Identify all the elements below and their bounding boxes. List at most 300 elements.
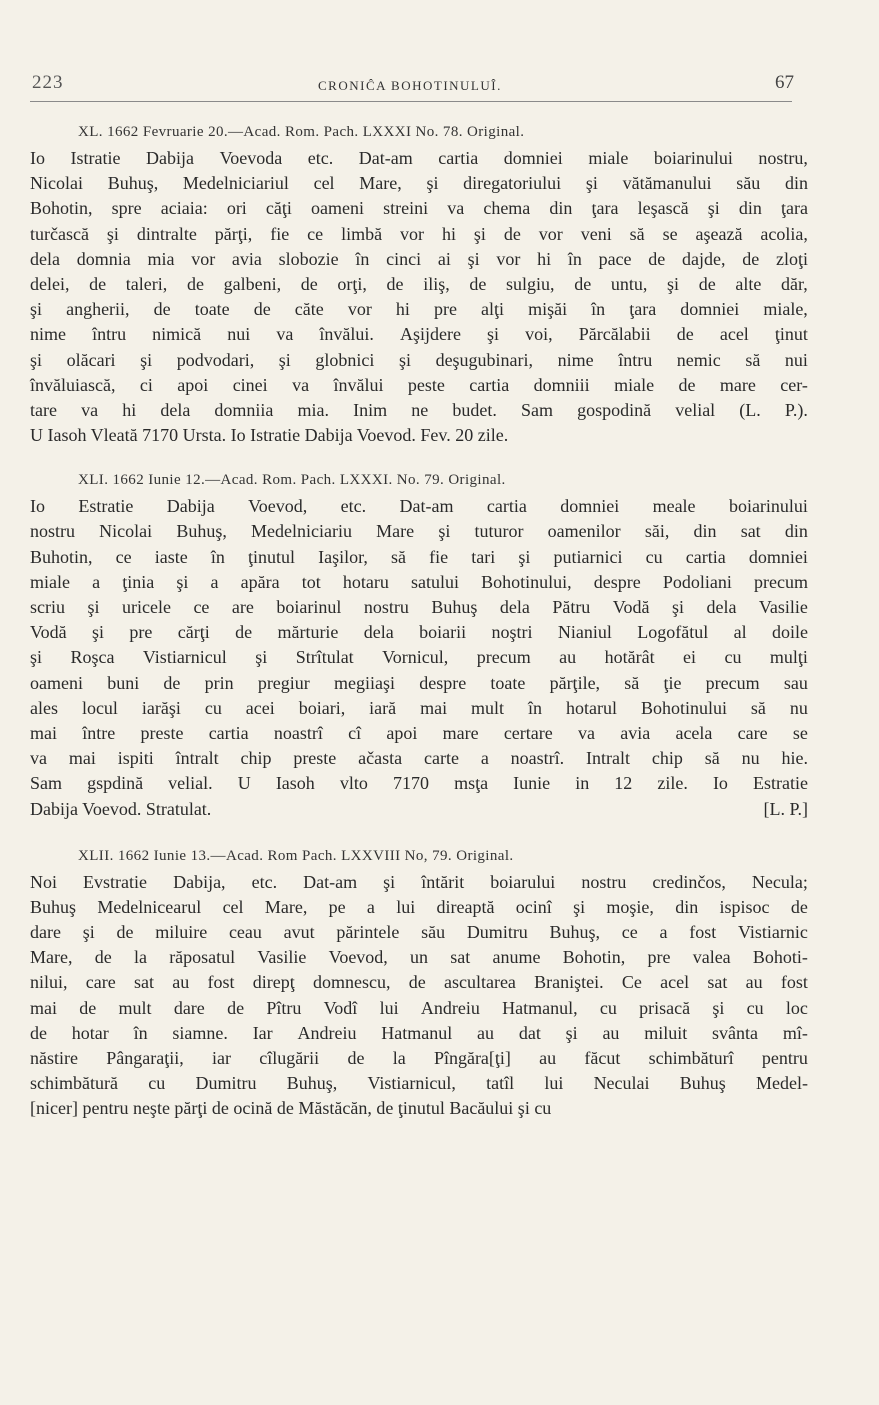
- word: nimică: [152, 324, 202, 345]
- word: aşează: [695, 223, 743, 244]
- text-line: [30, 970, 808, 995]
- word: velial.: [168, 773, 213, 794]
- word: cîlugării: [259, 1048, 320, 1068]
- word: hi: [441, 223, 456, 244]
- word: precum: [705, 672, 760, 693]
- word: tari: [471, 546, 496, 567]
- word: boiarinului: [653, 148, 733, 168]
- word: leşască: [637, 198, 689, 219]
- word: Mare,: [264, 896, 308, 917]
- word: siamne.: [172, 1022, 228, 1043]
- text-line: [30, 322, 808, 347]
- word: despre: [593, 571, 641, 592]
- word: cartia: [685, 546, 726, 567]
- word: şi: [383, 871, 396, 892]
- word: mai: [30, 722, 57, 743]
- word: moşie,: [606, 896, 654, 917]
- word: Vistiarnicul: [142, 647, 227, 668]
- word: (L.: [739, 399, 761, 420]
- word: toate: [490, 672, 526, 693]
- word: Logofătul: [637, 622, 709, 643]
- word: de: [347, 1048, 365, 1068]
- word: va: [30, 748, 47, 769]
- word: orţi,: [337, 273, 367, 294]
- header-title: CRONIĈA BOHOTINULUÎ.: [318, 78, 502, 93]
- word: şi: [565, 1022, 578, 1043]
- word: Medel-: [756, 1073, 808, 1094]
- word: zile.: [657, 773, 688, 794]
- running-header: [28, 72, 794, 100]
- word: lui: [396, 896, 416, 917]
- word: tot: [301, 571, 321, 592]
- word: Buhuş,: [176, 521, 227, 542]
- text-line: [30, 1021, 808, 1046]
- section-gap: [30, 448, 808, 466]
- word: mult: [118, 997, 152, 1018]
- word: sat: [707, 972, 728, 993]
- word: miale: [614, 374, 655, 395]
- word: Io: [30, 148, 45, 168]
- word: cu: [148, 1073, 166, 1094]
- word: în: [355, 248, 370, 269]
- word: şi: [573, 896, 586, 917]
- word: de: [253, 299, 271, 320]
- word: buni: [107, 672, 140, 693]
- word: Sam: [520, 399, 553, 420]
- text-line: [30, 746, 808, 771]
- word: valea: [692, 947, 731, 968]
- word: Nicolai: [30, 173, 83, 194]
- word: de: [790, 896, 808, 917]
- word: Bohotinului,: [481, 571, 572, 592]
- word: şi: [585, 173, 598, 194]
- word: cu: [599, 997, 617, 1018]
- word: să: [704, 748, 720, 769]
- word: Medelniciariul: [182, 173, 289, 194]
- word: domnia: [76, 248, 131, 269]
- word: Vistiarnic: [737, 922, 808, 943]
- word: care: [737, 722, 768, 743]
- word: Strîtulat: [295, 647, 354, 668]
- section-heading: XL. 1662 Fevruarie 20.—Acad. Rom. Pach. LXXXI No. 78. Original.: [78, 124, 525, 140]
- word: fost: [780, 972, 808, 993]
- word: tare: [30, 399, 57, 420]
- text-line: [30, 771, 808, 796]
- word: fost: [207, 972, 235, 993]
- word: ţinut: [774, 324, 808, 345]
- word: Nicolai: [99, 521, 153, 542]
- word: slobozie: [278, 248, 339, 269]
- word: dintralte: [136, 223, 197, 244]
- word: apoi: [386, 722, 418, 743]
- word: acolia,: [760, 223, 808, 244]
- word: globnici: [315, 349, 375, 370]
- word: nostru: [581, 871, 627, 892]
- word: ascultarea: [443, 972, 516, 993]
- word: şi: [487, 324, 500, 345]
- word: svânta: [712, 1022, 759, 1043]
- text-line: [30, 797, 808, 822]
- word: Vodî: [323, 997, 358, 1018]
- word: precum: [476, 647, 531, 668]
- word: de: [678, 374, 696, 395]
- word: din: [675, 896, 699, 917]
- word: iară: [369, 697, 397, 718]
- word: de: [94, 947, 112, 968]
- text-line: [30, 1046, 808, 1071]
- word: au: [559, 647, 577, 668]
- word: Sam: [30, 773, 63, 794]
- word: năstire: [30, 1048, 78, 1068]
- word: ocinî: [515, 896, 552, 917]
- text-line: [30, 146, 808, 171]
- word: Estratie: [78, 496, 134, 517]
- word: de: [116, 922, 134, 943]
- word: un: [410, 947, 429, 968]
- word: Andreiu: [297, 1022, 357, 1043]
- word: prisacă: [639, 997, 691, 1018]
- header-left-number: 223: [32, 72, 64, 93]
- word: Buhuş: [431, 597, 478, 617]
- word: şi: [398, 349, 411, 370]
- word: şi: [82, 922, 95, 943]
- word: mai: [68, 748, 96, 769]
- word: va: [276, 324, 294, 345]
- word: şi: [87, 597, 100, 617]
- word: gspdină: [87, 773, 144, 794]
- word: cu: [746, 997, 764, 1018]
- word: va: [447, 198, 465, 219]
- word: Părcălabii: [578, 324, 651, 345]
- word: Hatmanul,: [502, 997, 578, 1018]
- word: miale,: [763, 299, 808, 320]
- word: mia.: [297, 399, 330, 420]
- word: ori: [226, 198, 247, 219]
- text-line: [30, 945, 808, 970]
- word: boiari,: [298, 697, 346, 718]
- word: untu,: [610, 273, 648, 294]
- word: angherii,: [66, 299, 130, 320]
- word: se: [792, 722, 808, 743]
- word: Istratie: [70, 148, 121, 168]
- text-line: [30, 373, 808, 398]
- word: locul: [81, 697, 118, 718]
- word: mare: [442, 722, 479, 743]
- word: Voevoda: [219, 148, 283, 168]
- word: ţara: [629, 299, 657, 320]
- word: va: [81, 399, 99, 420]
- text-line: [30, 645, 808, 670]
- word: Vistiarnicul,: [367, 1073, 456, 1094]
- word: Buhuş: [679, 1073, 726, 1094]
- word: Dumitru: [466, 922, 528, 943]
- word: de: [469, 273, 487, 294]
- word: dela: [160, 399, 191, 420]
- word: Vornicul,: [382, 647, 449, 668]
- word: vor: [538, 223, 563, 244]
- word: ţie: [663, 672, 682, 693]
- word: mărturie: [277, 622, 339, 643]
- word: direaptă: [436, 896, 495, 917]
- word: ačasta: [358, 748, 403, 769]
- word: preste: [293, 748, 337, 769]
- word: în: [591, 299, 606, 320]
- word: Nianiul: [557, 622, 612, 643]
- word: acei: [245, 697, 275, 718]
- word: Dat-am: [358, 148, 413, 168]
- text-line: [30, 519, 808, 544]
- text-line: [30, 247, 808, 272]
- word: ceau: [228, 922, 262, 943]
- word: să: [750, 697, 766, 718]
- word: veni: [580, 223, 612, 244]
- text-line: [30, 671, 808, 696]
- word: întărit: [421, 871, 465, 892]
- word: ispisoc: [719, 896, 770, 917]
- word: ales: [30, 697, 58, 718]
- word: putiarnici: [553, 546, 623, 567]
- word: etc.: [340, 496, 367, 517]
- word: ei: [683, 647, 697, 668]
- word: iaste: [154, 546, 188, 567]
- word: acela: [675, 722, 713, 743]
- word: Medelniciariu: [251, 521, 352, 542]
- word: boiarinului: [728, 496, 808, 517]
- word: podvodari,: [176, 349, 255, 370]
- word: au: [172, 972, 190, 993]
- word: de: [408, 972, 426, 993]
- word: nu: [741, 748, 760, 769]
- text-line: [30, 494, 808, 519]
- word: Iasoh: [275, 773, 315, 794]
- word: învălui: [333, 374, 384, 395]
- word: despre: [419, 672, 467, 693]
- word: se: [662, 223, 678, 244]
- word: şi: [712, 997, 725, 1018]
- word: domniei: [560, 496, 620, 517]
- word: şi: [30, 349, 43, 370]
- text-line: [30, 996, 808, 1021]
- text-line: [30, 895, 808, 920]
- word: Vodă: [612, 597, 650, 617]
- word: în: [133, 1022, 148, 1043]
- word: mare: [719, 374, 756, 395]
- word: şi: [92, 622, 105, 643]
- word: vor: [496, 248, 521, 269]
- word: învălui.: [319, 324, 374, 345]
- word: mulţi: [769, 647, 808, 668]
- word: a: [366, 896, 375, 917]
- word: chip: [240, 748, 272, 769]
- word: schimbăturî: [648, 1048, 734, 1068]
- word: cer-: [780, 374, 808, 395]
- word: ţara: [591, 198, 619, 219]
- word: şi: [255, 647, 268, 668]
- document-section: [30, 118, 808, 448]
- word: doile: [771, 622, 808, 643]
- word: hi: [395, 299, 410, 320]
- word: săi,: [644, 521, 670, 542]
- word: Dabija: [166, 496, 215, 517]
- word: cartia: [438, 148, 479, 168]
- word: de: [153, 299, 171, 320]
- word: apoi: [177, 374, 209, 395]
- header-rule: [30, 101, 792, 102]
- word: cî: [348, 722, 362, 743]
- word: din: [784, 173, 808, 194]
- word: avia: [620, 722, 651, 743]
- word: şi: [176, 571, 189, 592]
- word: Voevod,: [328, 947, 388, 968]
- word: au: [602, 1022, 620, 1043]
- word: ci: [139, 374, 153, 395]
- document-section: [30, 842, 808, 1122]
- word: său: [736, 173, 761, 194]
- word: ai: [437, 248, 451, 269]
- text-line: [30, 696, 808, 721]
- word: domniei: [748, 546, 808, 567]
- word: Io: [30, 496, 45, 517]
- word: ţinia: [122, 571, 155, 592]
- word: răposatul: [169, 947, 236, 968]
- word: P.).: [784, 399, 808, 420]
- word: turčască: [30, 223, 89, 244]
- word: ce: [193, 597, 210, 617]
- word: cartia: [486, 496, 527, 517]
- word: dela: [499, 597, 530, 617]
- word: mia: [147, 248, 175, 269]
- word: şi: [30, 299, 43, 320]
- word: boiarii: [419, 622, 467, 643]
- word: dela: [363, 622, 394, 643]
- word: meale: [652, 496, 696, 517]
- word: dare: [173, 997, 205, 1018]
- word: domniii: [533, 374, 590, 395]
- word: Buhuş,: [286, 1073, 338, 1094]
- word: şi: [518, 546, 531, 567]
- word: Dumitru: [195, 1073, 257, 1094]
- text-line: [30, 920, 808, 945]
- word: Ce: [621, 972, 642, 993]
- document-section: [30, 466, 808, 821]
- word: de: [227, 997, 245, 1018]
- word: şi: [140, 349, 153, 370]
- section-heading: XLI. 1662 Iunie 12.—Acad. Rom. Pach. LXXXI. No. 79. Original.: [78, 472, 506, 489]
- word: Buhuş,: [107, 173, 159, 194]
- word: nostru: [30, 521, 75, 542]
- word: Vasilie: [758, 597, 808, 617]
- word: hotărât: [604, 647, 655, 668]
- word: fost: [689, 922, 717, 943]
- word: streini: [383, 198, 429, 219]
- text-line: [30, 272, 808, 297]
- line-text: [nicer] pentru neşte părţi de ocină de Măstăcăn, de ţinutul Bacăului şi cu: [30, 1098, 552, 1119]
- word: Bohotinului: [640, 697, 727, 718]
- word: U: [237, 773, 251, 794]
- word: diregatoriului: [463, 173, 562, 194]
- word: învăluiască,: [30, 374, 116, 395]
- word: vor: [400, 223, 424, 244]
- word: întru: [92, 324, 127, 345]
- word: iarăşi: [141, 697, 181, 718]
- word: Aşijdere: [399, 324, 461, 345]
- word: mişăi: [528, 299, 568, 320]
- word: oameni: [30, 672, 83, 693]
- word: preste: [140, 722, 184, 743]
- word: pre: [647, 947, 671, 968]
- word: etc.: [251, 871, 278, 892]
- word: de: [30, 1022, 47, 1043]
- word: la: [133, 947, 147, 968]
- word: deşugubinari,: [435, 349, 534, 370]
- word: Podoliani: [662, 571, 732, 592]
- word: domniei: [503, 148, 563, 168]
- word: la: [392, 1048, 406, 1068]
- word: Mare,: [359, 173, 402, 194]
- word: al: [733, 622, 747, 643]
- word: toate: [194, 299, 230, 320]
- word: limbă: [341, 223, 383, 244]
- word: tuturor: [474, 521, 524, 542]
- word: ce: [621, 922, 638, 943]
- word: acel: [660, 972, 690, 993]
- word: schimbătură: [30, 1073, 118, 1094]
- word: din: [784, 521, 808, 542]
- word: gospodină: [577, 399, 652, 420]
- word: olăcari: [66, 349, 116, 370]
- word: certare: [503, 722, 553, 743]
- word: Necula;: [751, 871, 808, 892]
- word: Mare,: [30, 947, 73, 968]
- word: acel: [719, 324, 749, 345]
- text-line: [30, 1096, 808, 1121]
- word: şi: [278, 349, 291, 370]
- word: Pîngăra[ţi]: [433, 1048, 511, 1068]
- word: de: [89, 273, 107, 294]
- word: care: [85, 972, 116, 993]
- word: scriu: [30, 597, 65, 617]
- word: a: [92, 571, 101, 592]
- word: cel: [222, 896, 244, 917]
- word: au: [477, 1022, 495, 1043]
- word: ţinutul: [248, 546, 296, 567]
- word: Estratie: [753, 773, 808, 794]
- word: de: [648, 248, 666, 269]
- word: cărţi: [177, 622, 210, 643]
- text-line: [30, 348, 808, 373]
- text-line: [30, 398, 808, 423]
- word: şi: [106, 223, 119, 244]
- word: din: [738, 198, 762, 219]
- word: velial: [675, 399, 716, 420]
- word: loc: [785, 997, 808, 1018]
- word: mî-: [782, 1022, 808, 1043]
- word: Bohotin,: [562, 947, 626, 968]
- text-line: [30, 595, 808, 620]
- text-line: [30, 423, 808, 448]
- word: Vodă: [30, 622, 67, 643]
- word: Mare: [376, 521, 415, 542]
- word: Iaşilor,: [318, 546, 368, 567]
- word: Dat-am: [399, 496, 454, 517]
- word: dela: [706, 597, 737, 617]
- word: noastrî: [273, 722, 323, 743]
- word: cu: [204, 697, 222, 718]
- word: domniia: [214, 399, 274, 420]
- word: Buhuş: [30, 896, 77, 917]
- word: megiiaşi: [334, 672, 395, 693]
- word: Pângaraţii,: [106, 1048, 184, 1068]
